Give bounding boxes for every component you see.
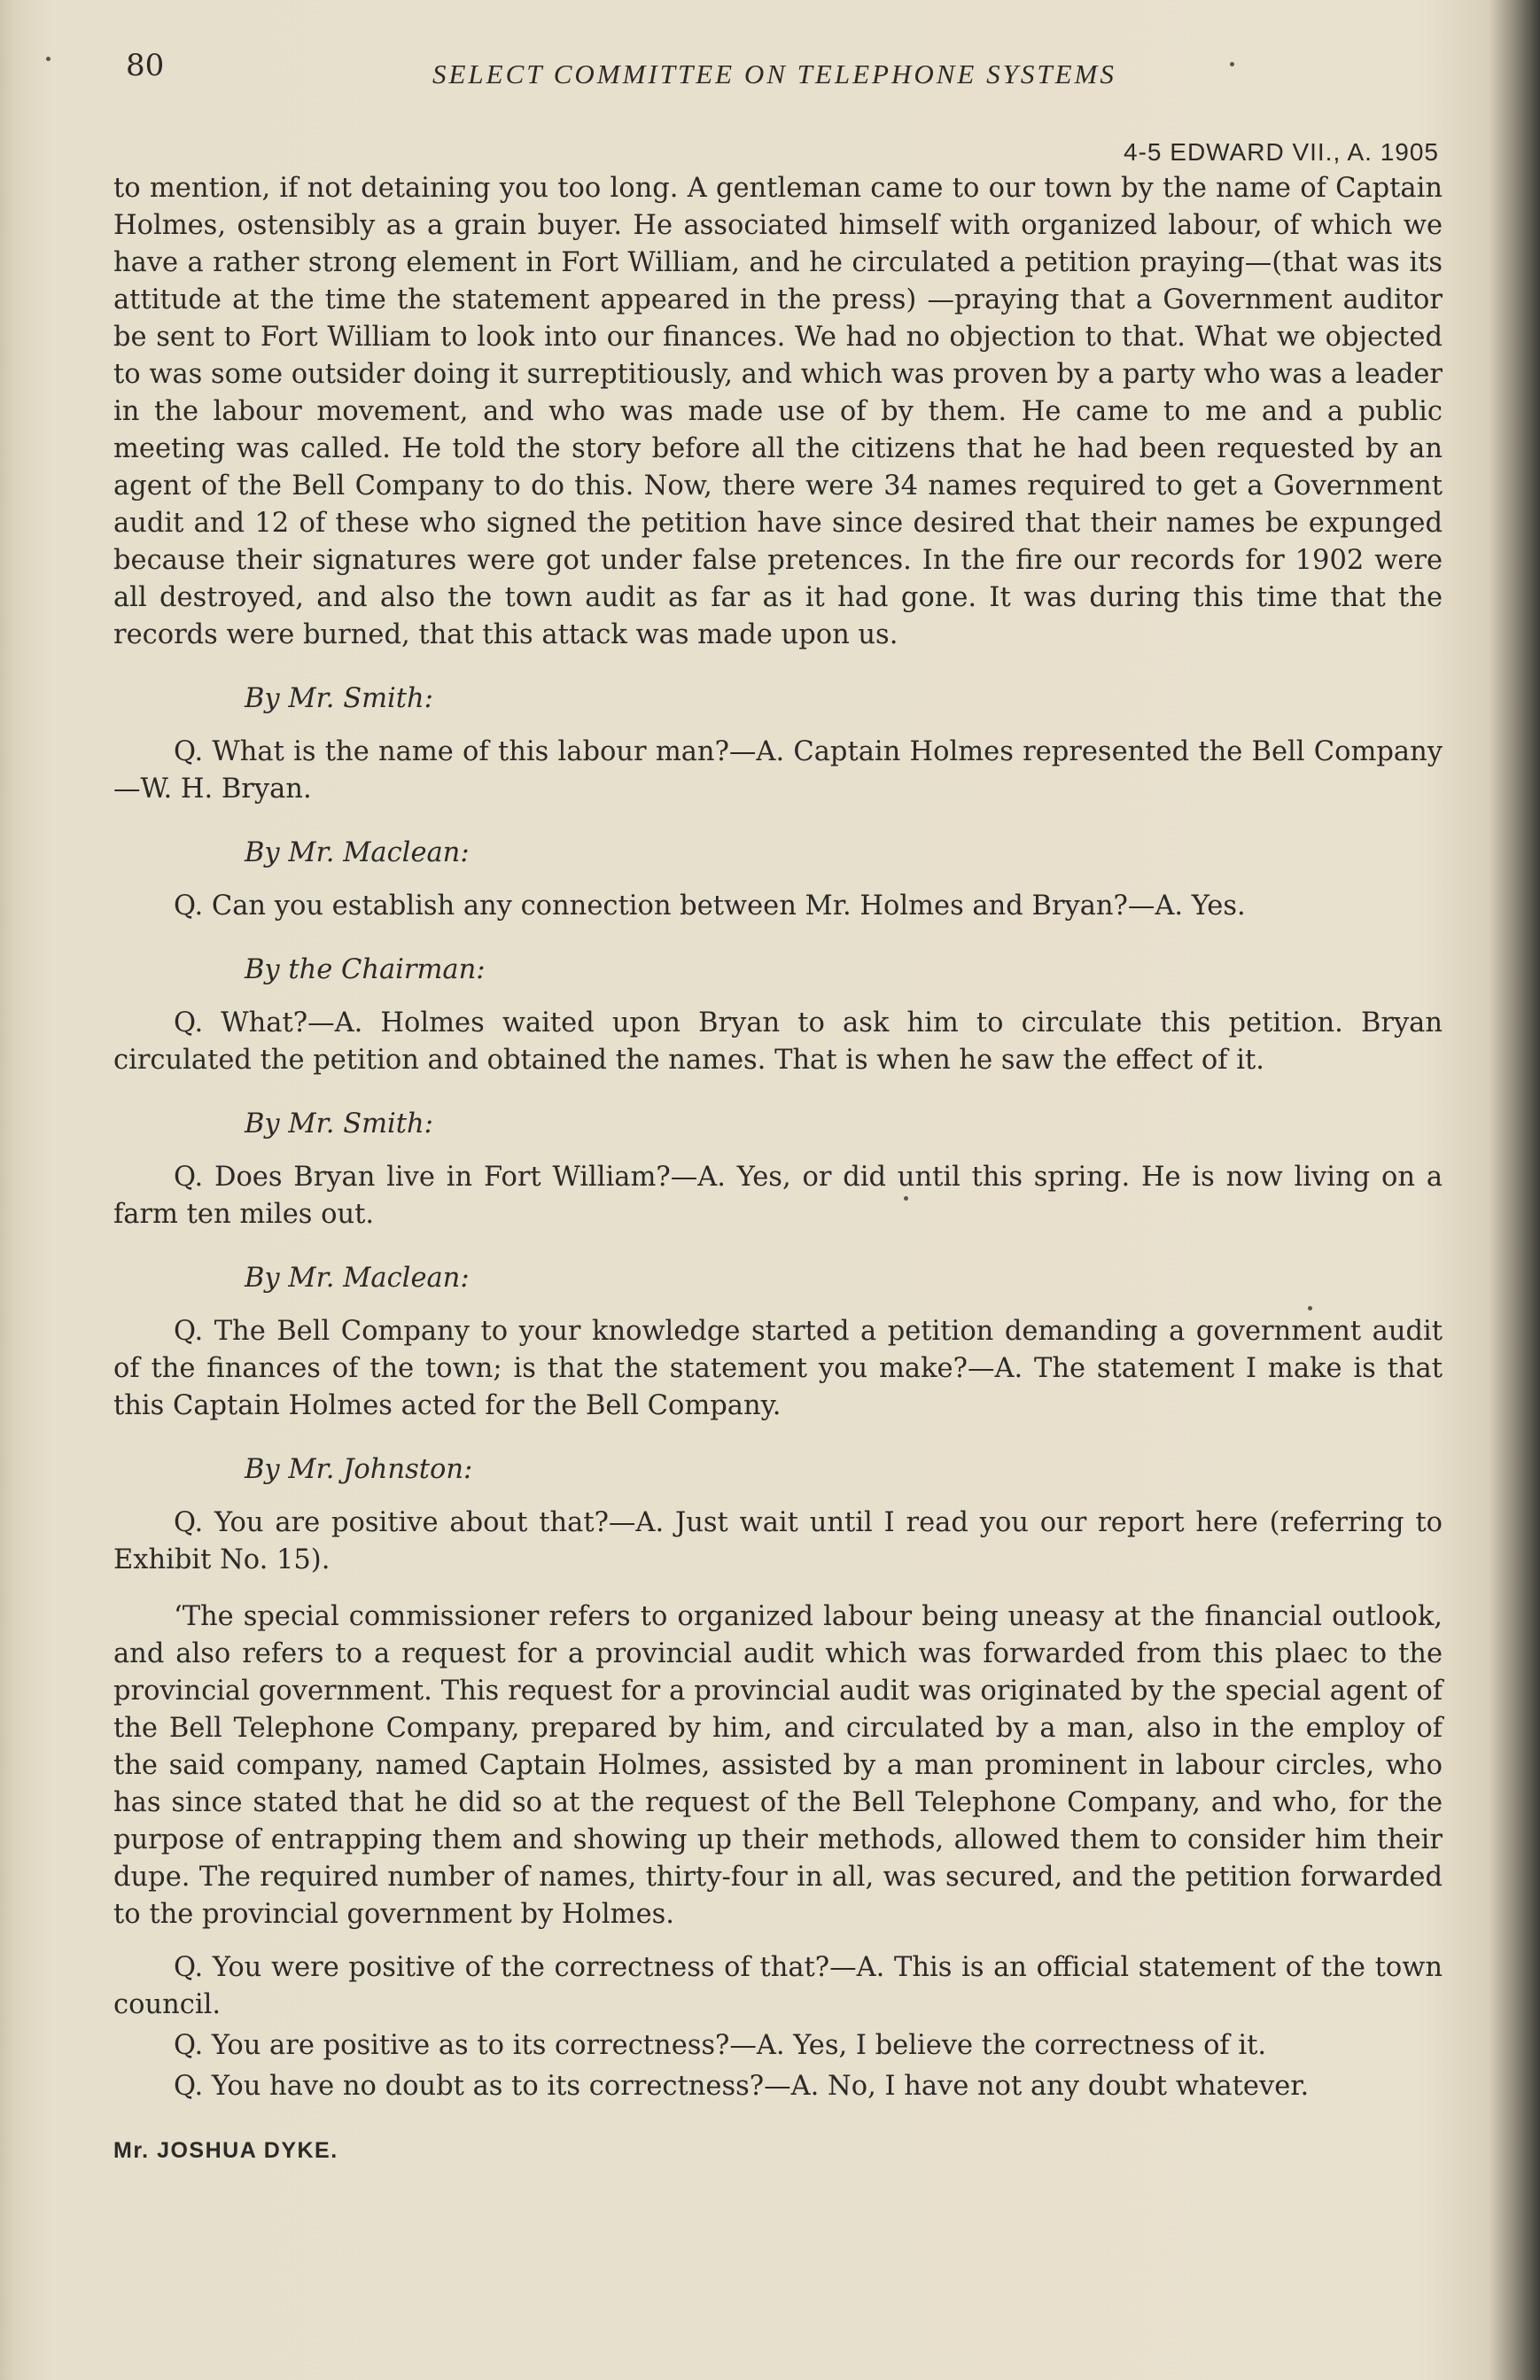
question-answer: Q. You are positive as to its correctness?—A. Yes, I believe the correctness of it. xyxy=(174,2030,1267,2061)
speaker-heading: By Mr. Smith: xyxy=(245,1108,433,1139)
running-head: SELECT COMMITTEE ON TELEPHONE SYSTEMS xyxy=(432,58,1116,89)
question-answer: Q. Does Bryan live in Fort William?—A. Yes, or did until this spring. He is now living on a farm ten miles out. xyxy=(113,1162,1443,1230)
print-speck xyxy=(1308,1306,1312,1311)
opening-paragraph: to mention, if not detaining you too long. A gentleman came to our town by the name of Captain Holmes, ostensibly as a grain buyer. He associated himself with organized labour, of which we have a rather strong element in Fort William, and he circulated a petition praying—(that was its attitude at the time the statement appeared in the press) —praying that a Government auditor be sent to Fort William to look into our finances. We had no objection to that. What we objected to was some outsider doing it surreptitiously, and which was proven by a party who was a leader in the labour movement, and who was made use of by them. He came to me and a public meeting was called. He told the story before all the citizens that he had been requested by an agent of the Bell Company to do this. Now, there were 34 names required to get a Government audit and 12 of these who signed the petition have since desired that their names be expunged because their signatures were got under false pretences. In the fire our records for 1902 were all destroyed, and also the town audit as far as it had gone. It was during this time that the records were burned, that this attack was made upon us. xyxy=(113,173,1443,650)
speaker-heading: By Mr. Maclean: xyxy=(245,837,470,868)
speaker-heading: By Mr. Smith: xyxy=(245,683,433,714)
session-reference: 4-5 EDWARD VII., A. 1905 xyxy=(1124,138,1439,166)
question-answer: Q. What?—A. Holmes waited upon Bryan to ask him to circulate this petition. Bryan circulated the petition and obtained the names. That is when he saw the effect of it. xyxy=(113,1007,1443,1076)
speaker-heading: By the Chairman: xyxy=(245,954,486,985)
question-answer: Q. Can you establish any connection between Mr. Holmes and Bryan?—A. Yes. xyxy=(174,891,1246,922)
question-answer: Q. You were positive of the correctness of that?—A. This is an official statement of the town council. xyxy=(113,1952,1443,2020)
question-answer: Q. What is the name of this labour man?—A. Captain Holmes represented the Bell Company—W. H. Bryan. xyxy=(113,736,1443,805)
print-speck xyxy=(46,57,51,61)
witness-name: Mr. JOSHUA DYKE. xyxy=(113,2138,338,2163)
body-text xyxy=(113,170,1443,2169)
page-number: 80 xyxy=(126,48,165,83)
quoted-report: ‘The special commissioner refers to organized labour being uneasy at the financial outlook, and also refers to a request for a provincial audit which was forwarded from this plaec to the provincial government. This request for a provincial audit was originated by the special agent of the Bell Telephone Company, prepared by him, and circulated by a man, also in the employ of the said company, named Captain Holmes, assisted by a man prominent in labour circles, who has since stated that he did so at the request of the Bell Telephone Company, and who, for the purpose of entrapping them and showing up their methods, allowed them to consider him their dupe. The required number of names, thirty-four in all, was secured, and the petition forwarded to the provincial government by Holmes. xyxy=(113,1601,1443,1930)
question-answer: Q. You are positive about that?—A. Just wait until I read you our report here (referring to Exhibit No. 15). xyxy=(113,1507,1443,1575)
print-speck xyxy=(1230,62,1234,66)
question-answer: Q. The Bell Company to your knowledge started a petition demanding a government audit of the finances of the town; is that the statement you make?—A. The statement I make is that this Captain Holmes acted for the Bell Company. xyxy=(113,1316,1443,1421)
speaker-heading: By Mr. Maclean: xyxy=(245,1263,470,1294)
question-answer: Q. You have no doubt as to its correctness?—A. No, I have not any doubt whatever. xyxy=(174,2071,1310,2102)
print-speck xyxy=(904,1196,908,1201)
speaker-heading: By Mr. Johnston: xyxy=(245,1454,473,1485)
